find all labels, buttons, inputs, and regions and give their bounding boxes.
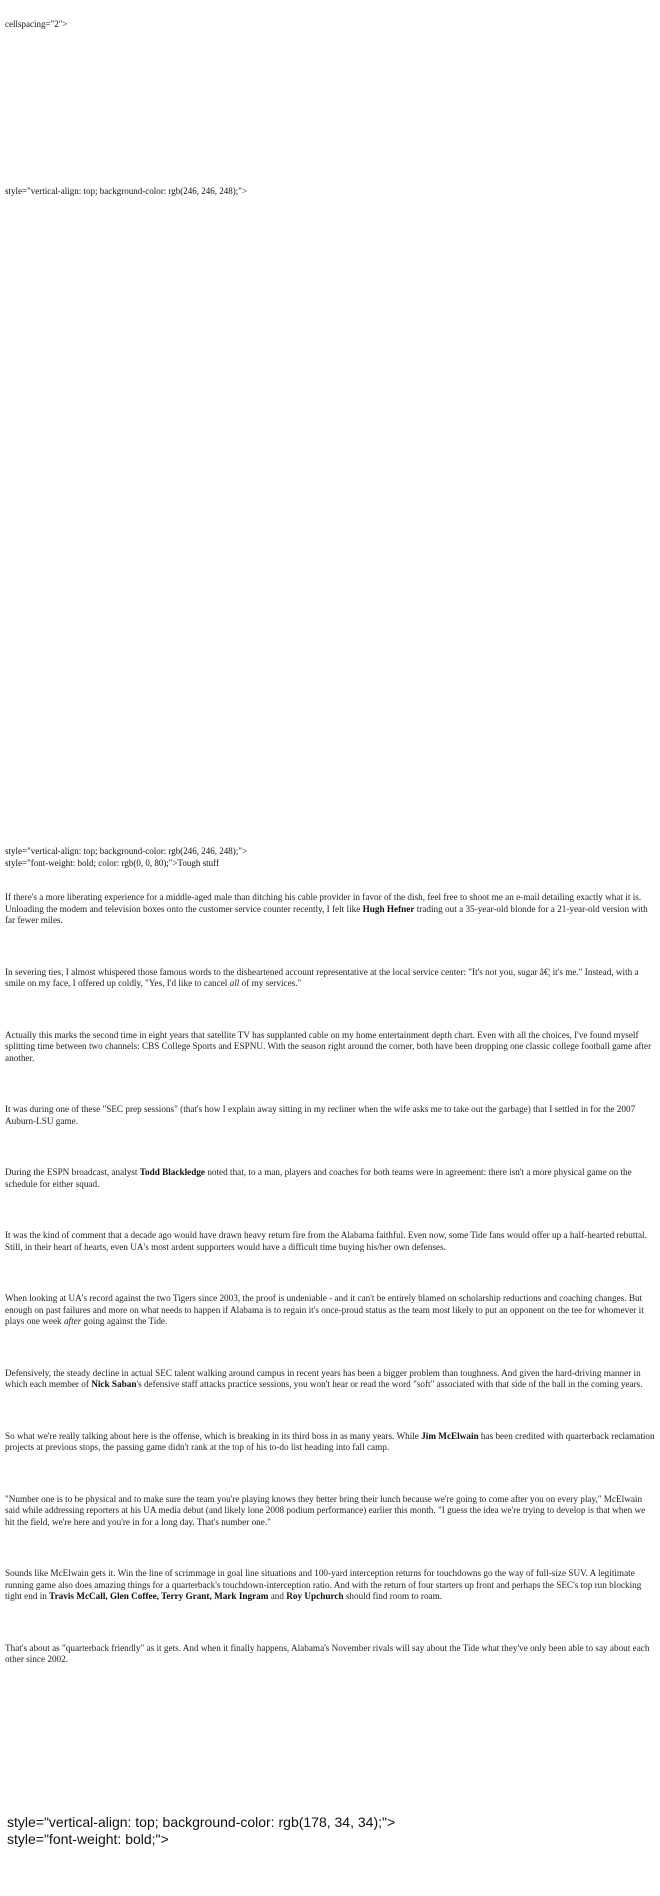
article-paragraph: If there's a more liberating experience for a middle-aged male than ditching his cable provider in favor of the dish, feel free to shoot me an e-mail detailing exactly what it is. Unloading the modem and television boxes onto the customer service counter recently, I felt like Hugh Hefner trading out a 35-year-old blonde for a 21-year-old version with far fewer miles. [5,892,648,925]
article-paragraph: Actually this marks the second time in eight years that satellite TV has supplanted cable on my home entertainment depth chart. Even with all the choices, I've found myself splitting time between two channels: CBS College Sports and ESPNU. With the season right around the corner, both have been dropping one classic college football game after another. [5,1029,652,1063]
stray-markup-style-bold: style="font-weight: bold;"> [7,1831,169,1847]
person-names: Travis McCall, Glen Coffee, Terry Grant, Mark Ingram [49,1591,269,1601]
person-name: Todd Blackledge [139,1167,206,1177]
stray-markup-cellspacing: cellspacing="2"> [5,19,68,29]
person-name: Nick Saban [91,1379,137,1389]
article-paragraph: When looking at UA's record against the two Tigers since 2003, the proof is undeniable - and it can't be entirely blamed on scholarship reductions and coaching changes. But enough on past failures and more on what needs to happen if Alabama is to regain it's once-proud status as the team most likely to put an opponent on the tee for whomever it plays one week after going against the Tide. [5,1293,644,1326]
person-name: Hugh Hefner [362,903,415,914]
stray-markup-style-light: style="vertical-align: top; background-color: rgb(246, 246, 248);"> [5,186,248,196]
stray-markup-heading: style="font-weight: bold; color: rgb(0, 0, 80);">Tough stuff [5,858,220,868]
stray-markup-style-light-2: style="vertical-align: top; background-color: rgb(246, 246, 248);"> [5,846,248,856]
stray-markup-style-red: style="vertical-align: top; background-color: rgb(178, 34, 34);"> [7,1814,396,1830]
article-paragraph: Sounds like McElwain gets it. Win the line of scrimmage in goal line situations and 100-yard interception returns for touchdowns go the way of full-size SUV. A legitimate running game also does amazing things for a quarterback's touchdown-interception ratio. And with the return of four starters up front and perhaps the SEC's top run blocking tight end in Travis McCall, Glen Coffee, Terry Grant, Mark Ingram and Roy Upchurch should find room to roam. [5,1568,642,1601]
article-paragraph: Defensively, the steady decline in actual SEC talent walking around campus in recent years has been a bigger problem than toughness. And given the hard-driving manner in which each member of Nick Saban's defensive staff attacks practice sessions, you won't hear or read the word "soft" associated with that side of the ball in the coming years. [5,1367,643,1389]
article-paragraph: "Number one is to be physical and to make sure the team you're playing knows they better bring their lunch because we're going to come after you on every play," McElwain said while addressing reporters at his UA media debut (and likely lone 2008 podium performance) earlier this month. "I guess the idea we're trying to develop is that when we hit the field, we're here and you're in for a long day. That's number one." [5,1493,646,1527]
article-paragraph: That's about as "quarterback friendly" as it gets. And when it finally happens, Alabama's November rivals will say about the Tide what they've only been able to say about each other since 2002. [5,1642,650,1664]
article-paragraph: In severing ties, I almost whispered those famous words to the disheartened account representative at the local service center: "It's not you, sugar â€¦ it's me." Instead, with a smile on my face, I offered up coldly, "Yes, I'd like to cancel all of my services." [5,966,639,988]
article-paragraph: During the ESPN broadcast, analyst Todd Blackledge noted that, to a man, players and coaches for both teams were in agreement: there isn't a more physical game on the schedule for either squad. [5,1167,632,1189]
article-body [5,892,655,1706]
article-paragraph: It was the kind of comment that a decade ago would have drawn heavy return fire from the Alabama faithful. Even now, some Tide fans would offer up a half-hearted rebuttal. Still, in their heart of hearts, even UA's most ardent supporters would have a difficult time buying his/her own defenses. [5,1230,647,1252]
person-name: Jim McElwain [421,1430,479,1441]
article-paragraph: It was during one of these "SEC prep sessions" (that's how I explain away sitting in my recliner when the wife asks me to take out the garbage) that I settled in for the 2007 Auburn-LSU game. [5,1104,636,1126]
article-paragraph: So what we're really talking about here is the offense, which is breaking in its third boss in as many years. While Jim McElwain has been credited with quarterback reclamation projects at previous stops, the passing game didn't rank at the top of his to-do list heading into fall camp. [5,1430,655,1452]
person-name: Roy Upchurch [286,1591,344,1601]
